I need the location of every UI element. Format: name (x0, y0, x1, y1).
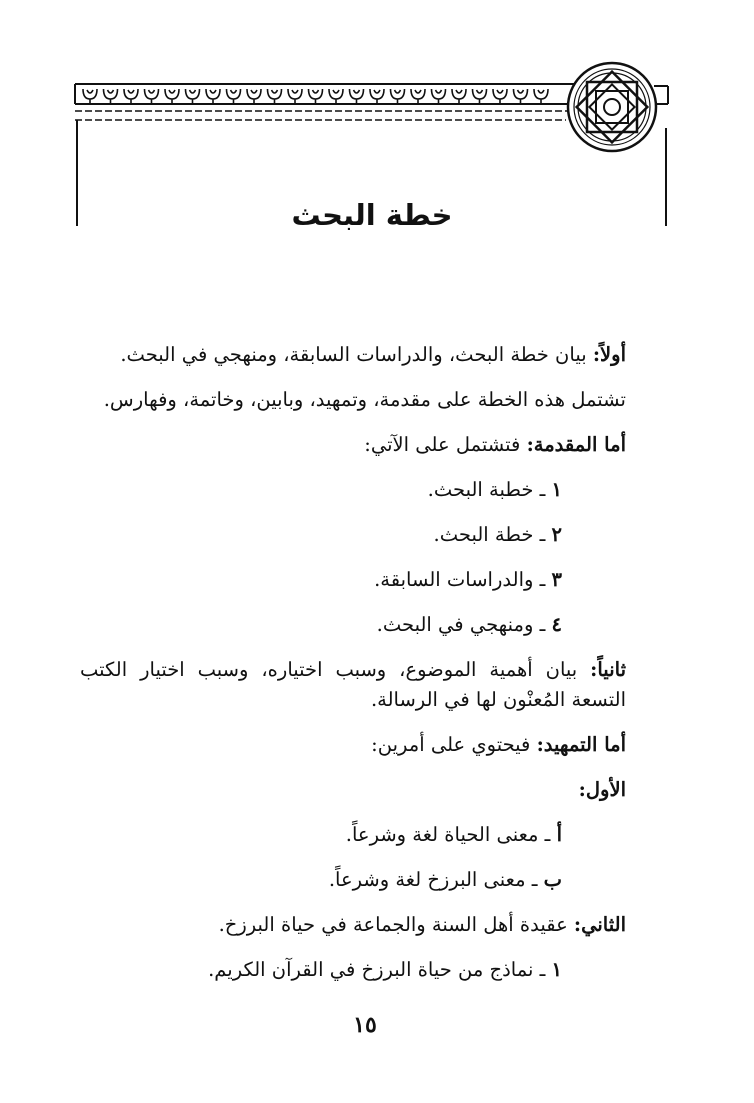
tulip-motif (493, 89, 507, 103)
list-item-text: ـ نماذج من حياة البرزخ في القرآن الكريم. (208, 958, 552, 981)
tulip-motif (514, 89, 528, 103)
paragraph-text: فتشتمل على الآتي: (364, 433, 527, 456)
paragraph-preface (80, 730, 626, 760)
list-item (80, 610, 626, 640)
list-item-text: ـ خطبة البحث. (427, 478, 552, 501)
tulip-motif (268, 89, 282, 103)
tulip-motif (124, 89, 138, 103)
paragraph-lead: أولاً: (592, 343, 626, 366)
tulip-motif (206, 89, 220, 103)
paragraph-first-matter (80, 775, 626, 805)
geometric-star-medallion-icon (568, 63, 656, 151)
list-item-text: ـ خطة البحث. (433, 523, 552, 546)
tulip-motif (227, 89, 241, 103)
paragraph-text: فيحتوي على أمرين: (371, 733, 537, 756)
list-item-text: ـ معنى البرزخ لغة وشرعاً. (328, 868, 544, 891)
page-number: ١٥ (353, 1012, 377, 1038)
paragraph-text: بيان أهمية الموضوع، وسبب اختياره، وسبب اختيار الكتب التسعة المُعنْون لها في الرسالة. (80, 658, 626, 711)
tulip-motif (370, 89, 384, 103)
tulip-motif (452, 89, 466, 103)
paragraph-second-matter (80, 910, 626, 940)
tulip-motif (165, 89, 179, 103)
tulip-motif (329, 89, 343, 103)
list-item-letter: ب (543, 868, 562, 891)
tulip-motif (288, 89, 302, 103)
tulip-motif (247, 89, 261, 103)
list-item-number: ١ (551, 958, 562, 981)
paragraph-lead: الأول: (578, 778, 626, 801)
list-item-text: ـ معنى الحياة لغة وشرعاً. (345, 823, 557, 846)
list-item-number: ١ (551, 478, 562, 501)
tulip-motif (309, 89, 323, 103)
paragraph-text: تشتمل هذه الخطة على مقدمة، وتمهيد، وبابين، وخاتمة، وفهارس. (103, 388, 626, 411)
list-item-letter: أ (556, 823, 562, 846)
list-item (80, 565, 626, 595)
list-item-text: ـ والدراسات السابقة. (374, 568, 552, 591)
list-item (80, 955, 626, 985)
tulip-motif (534, 89, 548, 103)
tulip-motif (186, 89, 200, 103)
paragraph-plan-overview (80, 385, 626, 415)
paragraph-lead: الثاني: (573, 913, 626, 936)
tulip-motif (83, 89, 97, 103)
paragraph-second (80, 655, 626, 715)
list-item (80, 865, 626, 895)
paragraph-text: عقيدة أهل السنة والجماعة في حياة البرزخ. (218, 913, 574, 936)
paragraph-lead: أما المقدمة: (526, 433, 626, 456)
paragraph-text: بيان خطة البحث، والدراسات السابقة، ومنهجي في البحث. (120, 343, 593, 366)
tulip-motif (432, 89, 446, 103)
tulip-motif (411, 89, 425, 103)
floral-border-ornament (83, 89, 548, 103)
paragraph-first (80, 340, 626, 370)
list-item (80, 475, 626, 505)
paragraph-lead: ثانياً: (590, 658, 626, 681)
list-item (80, 820, 626, 850)
list-item-number: ٣ (551, 568, 562, 591)
tulip-motif (145, 89, 159, 103)
paragraph-introduction (80, 430, 626, 460)
chapter-title: خطة البحث (291, 198, 453, 232)
tulip-motif (473, 89, 487, 103)
list-item-number: ٤ (551, 613, 562, 636)
paragraph-lead: أما التمهيد: (536, 733, 626, 756)
tulip-motif (391, 89, 405, 103)
tulip-motif (104, 89, 118, 103)
list-item-text: ـ ومنهجي في البحث. (376, 613, 552, 636)
list-item-number: ٢ (551, 523, 562, 546)
list-item (80, 520, 626, 550)
tulip-motif (350, 89, 364, 103)
page-body (80, 340, 626, 1000)
